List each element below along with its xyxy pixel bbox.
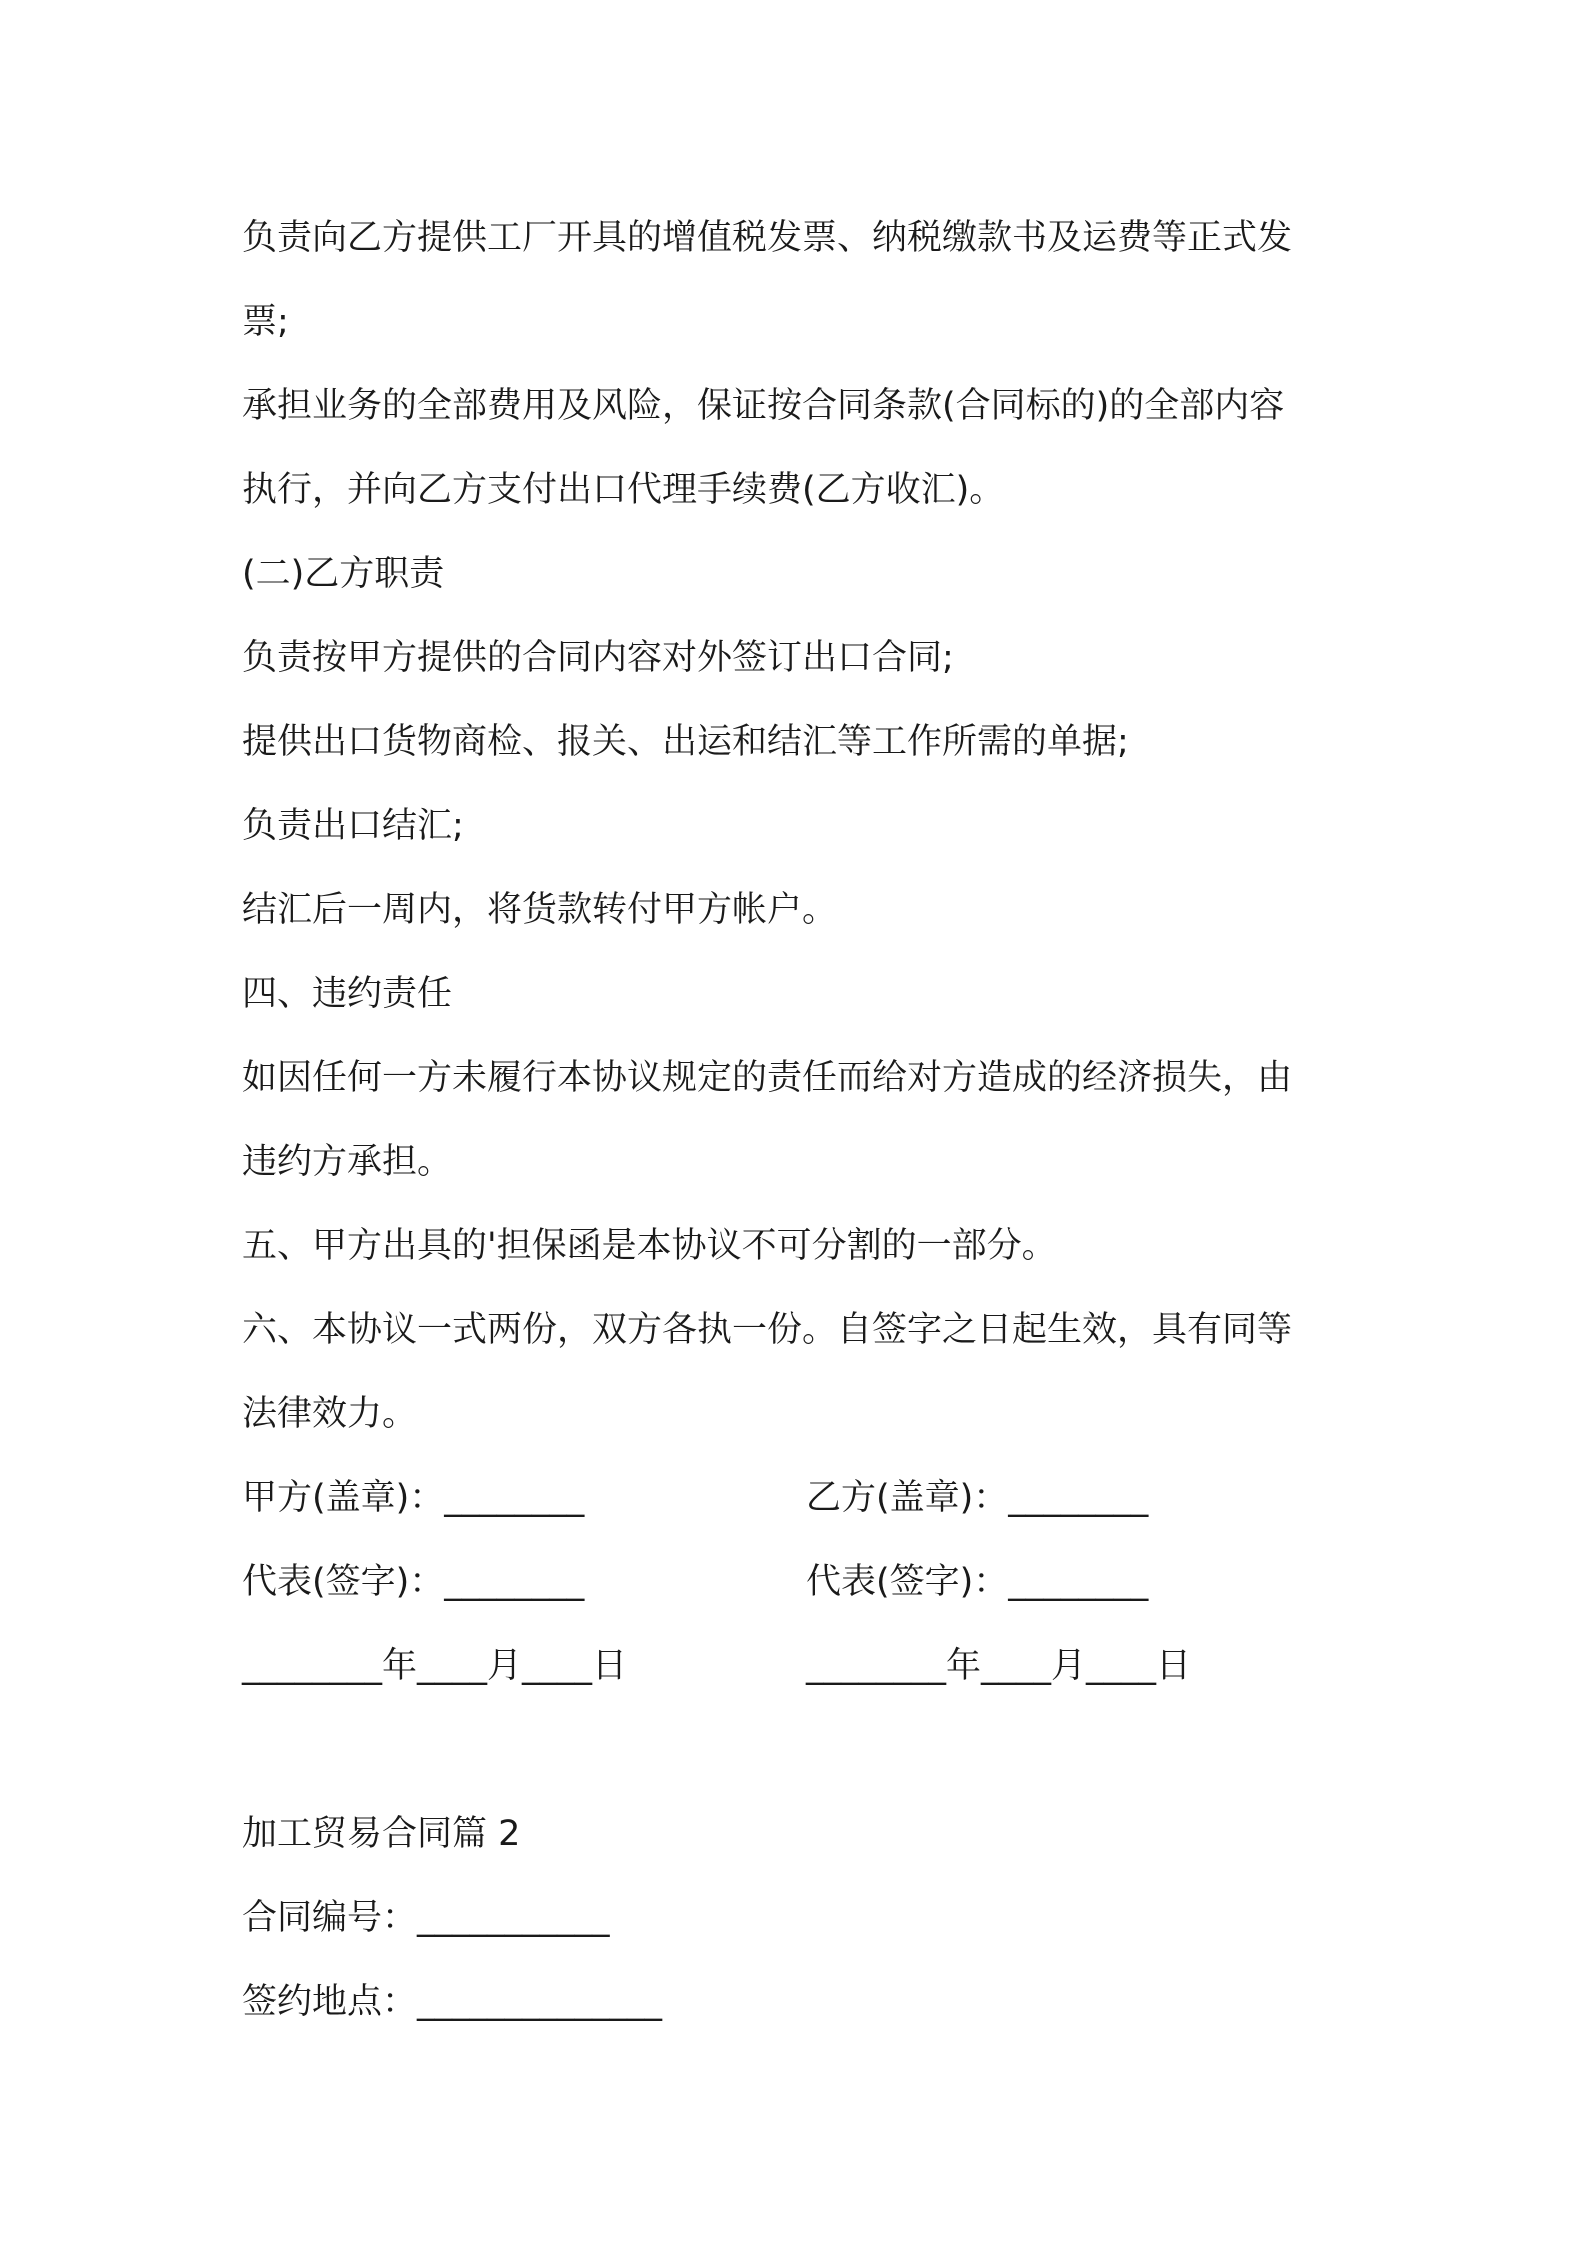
party-a-rep-field: 代表(签字)：________ bbox=[242, 1562, 585, 1602]
signature-row-rep bbox=[242, 1540, 1362, 1624]
paragraph-line: 法律效力。 bbox=[242, 1394, 418, 1434]
paragraph-line: 如因任何一方未履行本协议规定的责任而给对方造成的经济损失，由 bbox=[242, 1058, 1293, 1098]
paragraph-line: 提供出口货物商检、报关、出运和结汇等工作所需的单据; bbox=[242, 722, 1129, 762]
section-heading: 四、违约责任 bbox=[242, 974, 453, 1014]
paragraph-line: 负责按甲方提供的合同内容对外签订出口合同; bbox=[242, 638, 954, 678]
party-a-date-field: ________年____月____日 bbox=[242, 1646, 628, 1686]
party-b-date-field: ________年____月____日 bbox=[806, 1646, 1192, 1686]
section2-title: 加工贸易合同篇 2 bbox=[242, 1814, 521, 1854]
party-b-rep-field: 代表(签字)：________ bbox=[806, 1562, 1149, 1602]
blank-spacer bbox=[242, 1708, 1362, 1792]
paragraph-line: 违约方承担。 bbox=[242, 1142, 453, 1182]
signature-row-date bbox=[242, 1624, 1362, 1708]
paragraph-line: 六、本协议一式两份，双方各执一份。自签字之日起生效，具有同等 bbox=[242, 1310, 1293, 1350]
paragraph-line: 负责向乙方提供工厂开具的增值税发票、纳税缴款书及运费等正式发 bbox=[242, 218, 1293, 258]
contract-number-field: 合同编号：___________ bbox=[242, 1898, 610, 1938]
paragraph-line: 五、甲方出具的'担保函是本协议不可分割的一部分。 bbox=[242, 1226, 1057, 1266]
signing-location-field: 签约地点：______________ bbox=[242, 1982, 663, 2022]
paragraph-line: 票; bbox=[242, 302, 289, 342]
signature-row-seal bbox=[242, 1456, 1362, 1540]
paragraph-line: 执行，并向乙方支付出口代理手续费(乙方收汇)。 bbox=[242, 470, 1005, 510]
paragraph-line: 承担业务的全部费用及风险，保证按合同条款(合同标的)的全部内容 bbox=[242, 386, 1285, 426]
party-a-seal-field: 甲方(盖章)：________ bbox=[242, 1478, 585, 1518]
paragraph-line: 结汇后一周内，将货款转付甲方帐户。 bbox=[242, 890, 838, 930]
section-heading: (二)乙方职责 bbox=[242, 554, 445, 594]
paragraph-line: 负责出口结汇; bbox=[242, 806, 464, 846]
document-body bbox=[242, 196, 1362, 2044]
party-b-seal-field: 乙方(盖章)：________ bbox=[806, 1478, 1149, 1518]
